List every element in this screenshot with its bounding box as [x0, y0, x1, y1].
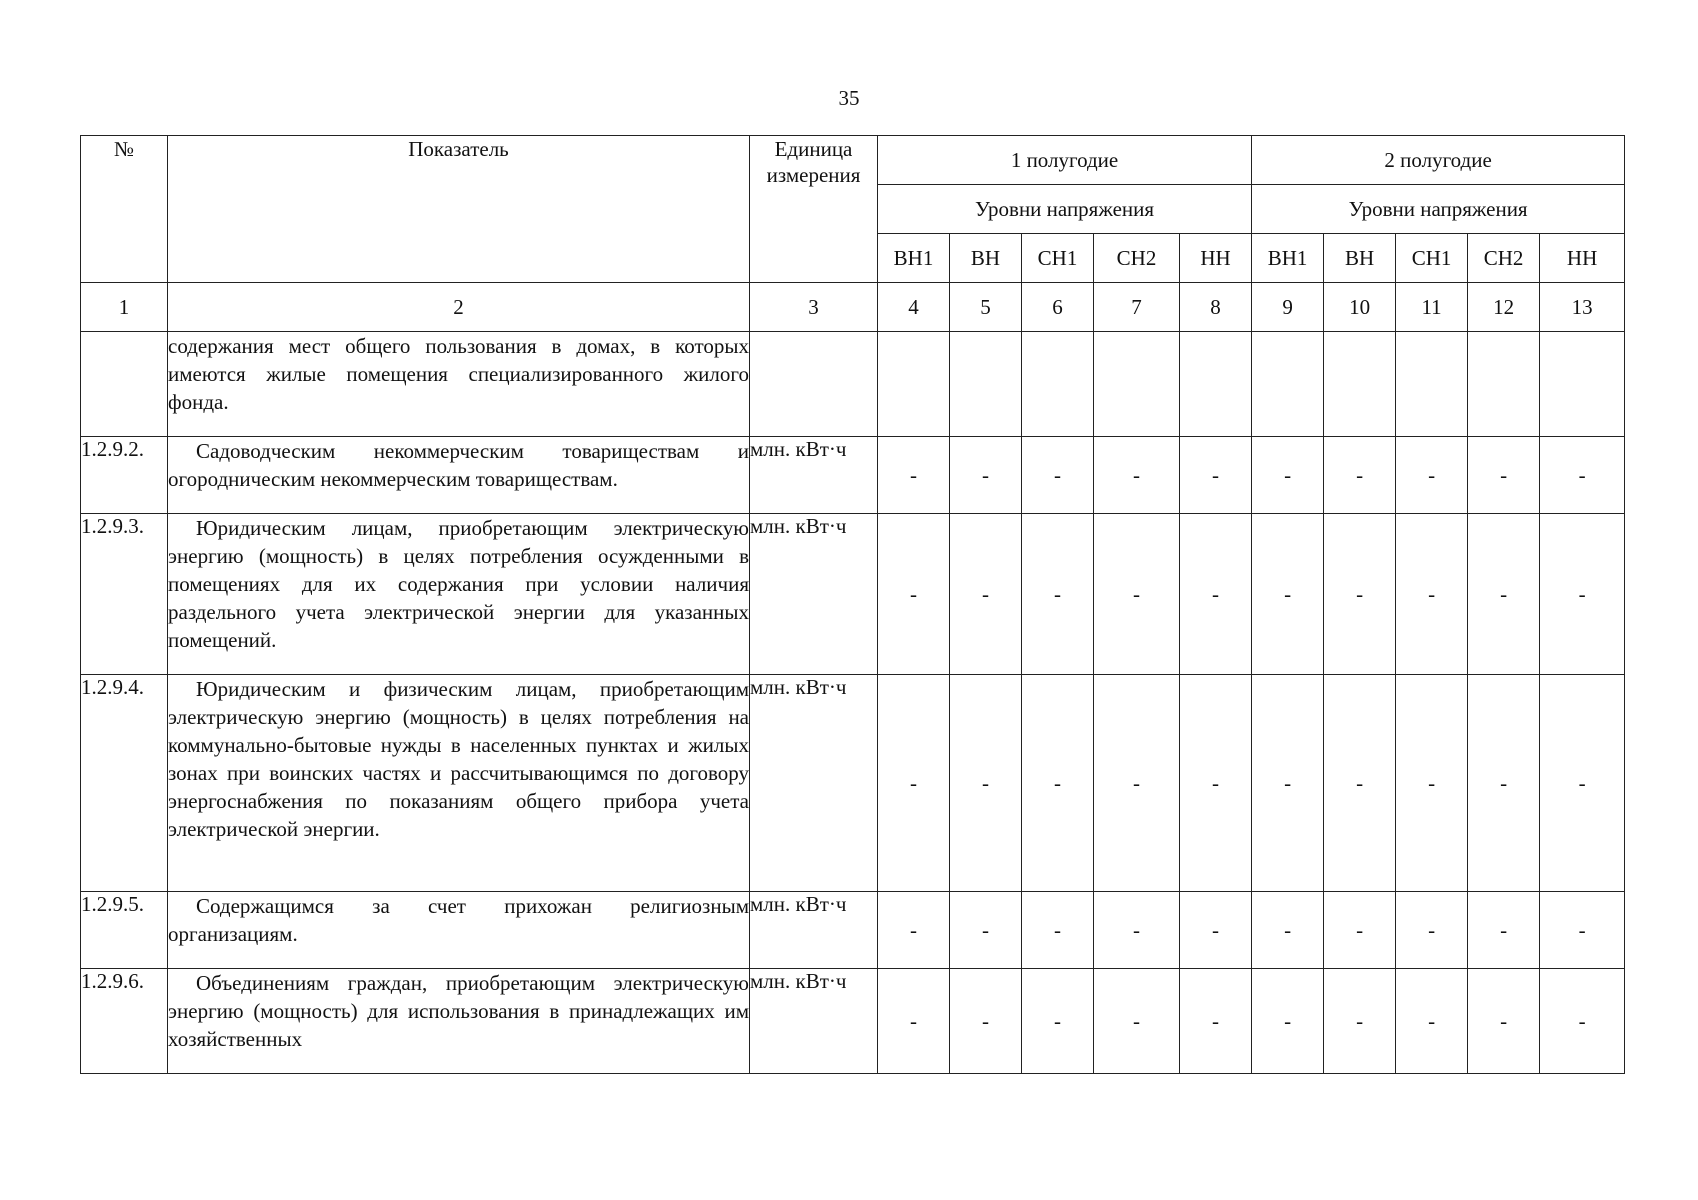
row-value: -	[1540, 969, 1625, 1074]
row-number: 1.2.9.3.	[81, 514, 168, 675]
row-value: -	[1468, 514, 1540, 675]
row-value	[950, 332, 1022, 437]
row-value: -	[878, 892, 950, 969]
row-value: -	[1396, 514, 1468, 675]
row-value: -	[1324, 514, 1396, 675]
header-indicator: Показатель	[168, 136, 750, 283]
row-value: -	[1252, 437, 1324, 514]
row-value	[1022, 332, 1094, 437]
row-value: -	[1094, 514, 1180, 675]
row-number: 1.2.9.5.	[81, 892, 168, 969]
row-indicator-text: Юридическим лицам, приобретающим электрическую энергию (мощность) в целях потребления осужденными в помещениях для их содержания при условии наличия раздельного учета электрической энергии для указанных помещений.	[168, 514, 750, 675]
table-row	[81, 675, 1625, 892]
row-number	[81, 332, 168, 437]
row-value: -	[1180, 437, 1252, 514]
row-value: -	[1094, 969, 1180, 1074]
level-h1-sn1: СН1	[1022, 234, 1094, 283]
row-number: 1.2.9.2.	[81, 437, 168, 514]
table-row	[81, 892, 1625, 969]
row-number: 1.2.9.6.	[81, 969, 168, 1074]
row-value: -	[1324, 969, 1396, 1074]
header-unit: Единица измерения	[750, 136, 878, 283]
row-value: -	[878, 969, 950, 1074]
row-unit: млн. кВт·ч	[750, 437, 878, 514]
row-value: -	[1396, 437, 1468, 514]
row-value	[1396, 332, 1468, 437]
level-h1-nn: НН	[1180, 234, 1252, 283]
row-value: -	[1324, 437, 1396, 514]
row-value: -	[1396, 675, 1468, 892]
row-value	[878, 332, 950, 437]
column-number: 5	[950, 283, 1022, 332]
table-header	[81, 136, 1625, 332]
column-number: 8	[1180, 283, 1252, 332]
level-h2-vn: ВН	[1324, 234, 1396, 283]
row-indicator-text: Садоводческим некоммерческим товариществам и огородническим некоммерческим товариществам.	[168, 437, 750, 514]
row-value: -	[1180, 514, 1252, 675]
row-value: -	[878, 514, 950, 675]
column-number: 10	[1324, 283, 1396, 332]
column-number: 9	[1252, 283, 1324, 332]
row-unit: млн. кВт·ч	[750, 514, 878, 675]
header-levels-half-2: Уровни напряжения	[1252, 185, 1625, 234]
row-value	[1540, 332, 1625, 437]
row-value	[1252, 332, 1324, 437]
row-indicator-text: содержания мест общего пользования в домах, в которых имеются жилые помещения специализированного жилого фонда.	[168, 332, 750, 437]
table-body	[81, 332, 1625, 1074]
header-half-2: 2 полугодие	[1252, 136, 1625, 185]
row-value: -	[1022, 437, 1094, 514]
row-value: -	[1022, 969, 1094, 1074]
level-h1-vn1: ВН1	[878, 234, 950, 283]
row-value: -	[950, 892, 1022, 969]
row-value: -	[1540, 675, 1625, 892]
page-number: 35	[838, 86, 860, 110]
row-value: -	[1180, 892, 1252, 969]
row-unit: млн. кВт·ч	[750, 892, 878, 969]
table-row	[81, 437, 1625, 514]
row-value	[1468, 332, 1540, 437]
table-row	[81, 514, 1625, 675]
row-value: -	[1540, 892, 1625, 969]
row-unit: млн. кВт·ч	[750, 969, 878, 1074]
column-number: 7	[1094, 283, 1180, 332]
row-value: -	[1540, 437, 1625, 514]
header-levels-half-1: Уровни напряжения	[878, 185, 1252, 234]
column-number: 12	[1468, 283, 1540, 332]
row-value: -	[1252, 969, 1324, 1074]
indicators-table	[80, 135, 1625, 1074]
row-value: -	[1094, 437, 1180, 514]
row-value	[1324, 332, 1396, 437]
row-value: -	[1540, 514, 1625, 675]
column-number: 6	[1022, 283, 1094, 332]
row-value: -	[1180, 969, 1252, 1074]
row-value: -	[1022, 675, 1094, 892]
column-number: 4	[878, 283, 950, 332]
row-value: -	[950, 675, 1022, 892]
row-number: 1.2.9.4.	[81, 675, 168, 892]
row-value: -	[1396, 969, 1468, 1074]
row-value: -	[950, 437, 1022, 514]
table-row	[81, 969, 1625, 1074]
row-value: -	[1468, 969, 1540, 1074]
row-value	[1094, 332, 1180, 437]
row-value: -	[1468, 437, 1540, 514]
column-numbers-row	[81, 283, 1625, 332]
column-number: 11	[1396, 283, 1468, 332]
row-value: -	[1252, 892, 1324, 969]
level-h1-sn2: СН2	[1094, 234, 1180, 283]
row-value: -	[1180, 675, 1252, 892]
row-indicator-text: Объединениям граждан, приобретающим электрическую энергию (мощность) для использования в принадлежащих им хозяйственных	[168, 969, 750, 1074]
table-row	[81, 332, 1625, 437]
column-number: 2	[168, 283, 750, 332]
header-half-1: 1 полугодие	[878, 136, 1252, 185]
row-value: -	[1468, 675, 1540, 892]
column-number: 3	[750, 283, 878, 332]
row-value: -	[1094, 675, 1180, 892]
row-indicator-text: Юридическим и физическим лицам, приобретающим электрическую энергию (мощность) в целях потребления на коммунально-бытовые нужды в населенных пунктах и жилых зонах при воинских частях и рассчитывающимся по договору энергоснабжения по показаниям общего прибора учета электрической энергии.	[168, 675, 750, 892]
row-value: -	[1022, 514, 1094, 675]
level-h2-sn1: СН1	[1396, 234, 1468, 283]
row-value: -	[1022, 892, 1094, 969]
row-value	[1180, 332, 1252, 437]
row-value: -	[1324, 892, 1396, 969]
level-h2-vn1: ВН1	[1252, 234, 1324, 283]
row-unit: млн. кВт·ч	[750, 675, 878, 892]
row-value: -	[950, 514, 1022, 675]
level-h2-nn: НН	[1540, 234, 1625, 283]
row-value: -	[1252, 675, 1324, 892]
row-indicator-text: Содержащимся за счет прихожан религиозным организациям.	[168, 892, 750, 969]
row-value: -	[1094, 892, 1180, 969]
level-h1-vn: ВН	[950, 234, 1022, 283]
column-number: 1	[81, 283, 168, 332]
level-h2-sn2: СН2	[1468, 234, 1540, 283]
row-value: -	[1396, 892, 1468, 969]
row-value: -	[1324, 675, 1396, 892]
row-value: -	[878, 675, 950, 892]
header-no: №	[81, 136, 168, 283]
row-value: -	[1252, 514, 1324, 675]
row-value: -	[950, 969, 1022, 1074]
row-unit	[750, 332, 878, 437]
row-value: -	[1468, 892, 1540, 969]
row-value: -	[878, 437, 950, 514]
column-number: 13	[1540, 283, 1625, 332]
